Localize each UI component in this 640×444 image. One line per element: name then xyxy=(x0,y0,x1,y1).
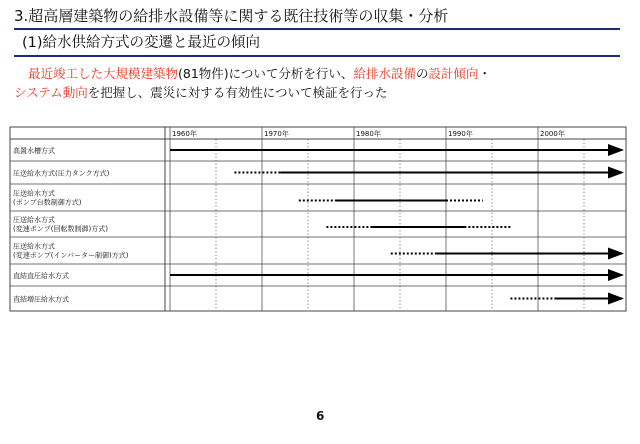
row-label: 圧送給水方式 xyxy=(13,242,55,251)
year-label: 1960年 xyxy=(172,130,197,138)
row-label: (変速ポンプ(インバーター制御)方式) xyxy=(13,251,129,260)
row-label: 直結増圧給水方式 xyxy=(13,295,69,304)
row-label: (ポンプ台数制御方式) xyxy=(13,198,82,207)
highlighted-text: 設計傾向 xyxy=(428,66,479,81)
page-number: 6 xyxy=(316,409,325,423)
highlighted-text: システム動向 xyxy=(14,85,88,100)
year-label: 1990年 xyxy=(448,130,473,138)
row-label: 直結直圧給水方式 xyxy=(13,272,69,280)
slide-title: 3.超高層建築物の給排水設備等に関する既往技術等の収集・分析 xyxy=(14,7,449,25)
highlighted-text: 最近竣工した大規模建築物 xyxy=(28,66,179,81)
year-label: 2000年 xyxy=(540,130,565,138)
description-text: を把握し、震災に対する有効性について検証を行った xyxy=(87,85,388,100)
row-label: 圧送給水方式(圧力タンク方式) xyxy=(13,169,110,178)
year-label: 1970年 xyxy=(264,130,289,138)
row-label: 高置水槽方式 xyxy=(13,147,55,155)
description-text: (81物件)について分析を行い、 xyxy=(178,66,354,81)
row-label: 圧送給水方式 xyxy=(13,216,55,224)
description-text: の xyxy=(415,66,429,81)
description-text: ・ xyxy=(478,66,491,81)
highlighted-text: 給排水設備 xyxy=(353,66,416,81)
row-label: (変速ポンプ(回転数制御)方式) xyxy=(13,225,108,233)
year-label: 1980年 xyxy=(356,130,381,138)
row-label: 圧送給水方式 xyxy=(13,189,55,198)
table-frame xyxy=(10,127,626,311)
slide-subtitle: (1)給水供給方式の変遷と最近の傾向 xyxy=(22,35,261,51)
